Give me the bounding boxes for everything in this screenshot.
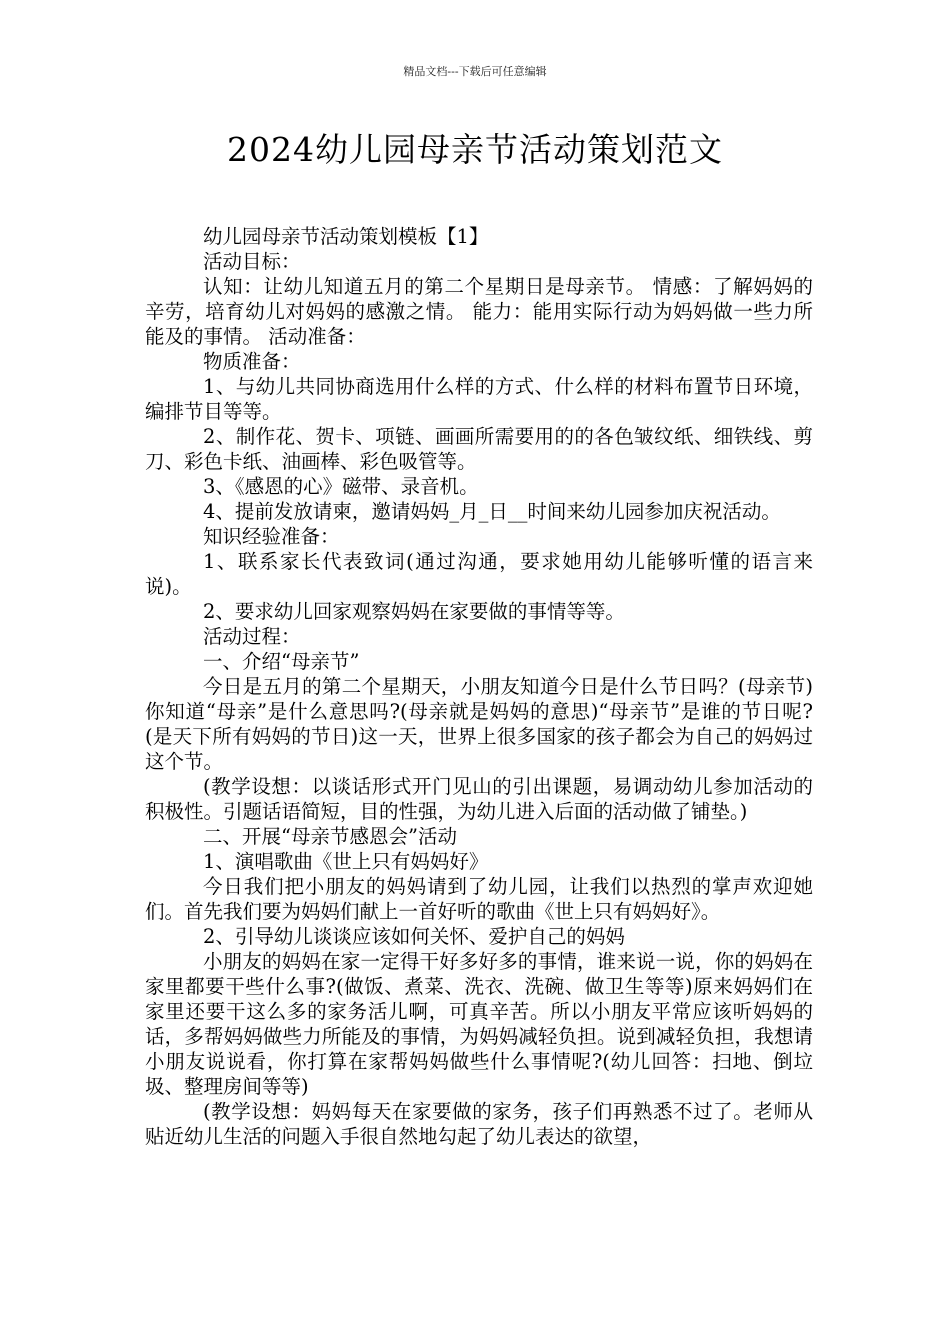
paragraph: 1、联系家长代表致词(通过沟通，要求她用幼儿能够听懂的语言来说)。 <box>145 550 813 598</box>
paragraph: 物质准备： <box>203 350 301 373</box>
paragraph: 一、介绍“母亲节” <box>203 650 360 673</box>
paragraph: (教学设想：妈妈每天在家要做的家务，孩子们再熟悉不过了。老师从贴近幼儿生活的问题入手很自然地勾起了幼儿表达的欲望， <box>145 1100 813 1148</box>
paragraph: 今日是五月的第二个星期天，小朋友知道今日是什么节日吗？(母亲节)你知道“母亲”是什么意思吗?(母亲就是妈妈的意思)“母亲节”是谁的节日呢?(是天下所有妈妈的节日)这一天，世界上很多国家的孩子都会为自己的妈妈过这个节。 <box>145 675 813 773</box>
paragraph: 1、演唱歌曲《世上只有妈妈好》 <box>203 850 489 873</box>
paragraph: 4、提前发放请柬，邀请妈妈_月_日__时间来幼儿园参加庆祝活动。 <box>203 500 781 523</box>
header-note: 精品文档---下载后可任意编辑 <box>403 65 547 78</box>
paragraph: 今日我们把小朋友的妈妈请到了幼儿园，让我们以热烈的掌声欢迎她们。首先我们要为妈妈们献上一首好听的歌曲《世上只有妈妈好》。 <box>145 875 813 923</box>
document-body <box>145 224 813 1149</box>
paragraph: 2、制作花、贺卡、项链、画画所需要用的的各色皱纹纸、细铁线、剪刀、彩色卡纸、油画棒、彩色吸管等。 <box>145 425 813 473</box>
document-title: 2024幼儿园母亲节活动策划范文 <box>227 130 723 169</box>
paragraph: 活动过程： <box>203 625 301 648</box>
paragraph: (教学设想：以谈话形式开门见山的引出课题，易调动幼儿参加活动的积极性。引题话语简短，目的性强，为幼儿进入后面的活动做了铺垫。) <box>145 775 813 823</box>
paragraph: 2、引导幼儿谈谈应该如何关怀、爱护自己的妈妈 <box>203 925 625 948</box>
paragraph: 知识经验准备： <box>203 525 340 548</box>
paragraph: 活动目标： <box>203 250 301 273</box>
paragraph: 2、要求幼儿回家观察妈妈在家要做的事情等等。 <box>203 600 625 623</box>
paragraph: 小朋友的妈妈在家一定得干好多好多的事情，谁来说一说，你的妈妈在家里都要干些什么事?(做饭、煮菜、洗衣、洗碗、做卫生等等)原来妈妈们在家里还要干这么多的家务活儿啊，可真辛苦。所以小朋友平常应该听妈妈的话，多帮妈妈做些力所能及的事情，为妈妈减轻负担。说到减轻负担，我想请小朋友说说看，你打算在家帮妈妈做些什么事情呢?(幼儿回答：扫地、倒垃圾、整理房间等等) <box>145 950 813 1098</box>
paragraph: 二、开展“母亲节感恩会”活动 <box>203 825 457 848</box>
paragraph: 1、与幼儿共同协商选用什么样的方式、什么样的材料布置节日环境，编排节目等等。 <box>145 375 813 423</box>
paragraph: 3、《感恩的心》磁带、录音机。 <box>203 475 479 498</box>
paragraph: 认知：让幼儿知道五月的第二个星期日是母亲节。 情感：了解妈妈的辛劳，培育幼儿对妈妈的感激之情。 能力：能用实际行动为妈妈做一些力所能及的事情。 活动准备： <box>145 275 813 348</box>
section-heading: 幼儿园母亲节活动策划模板【1】 <box>203 225 489 248</box>
